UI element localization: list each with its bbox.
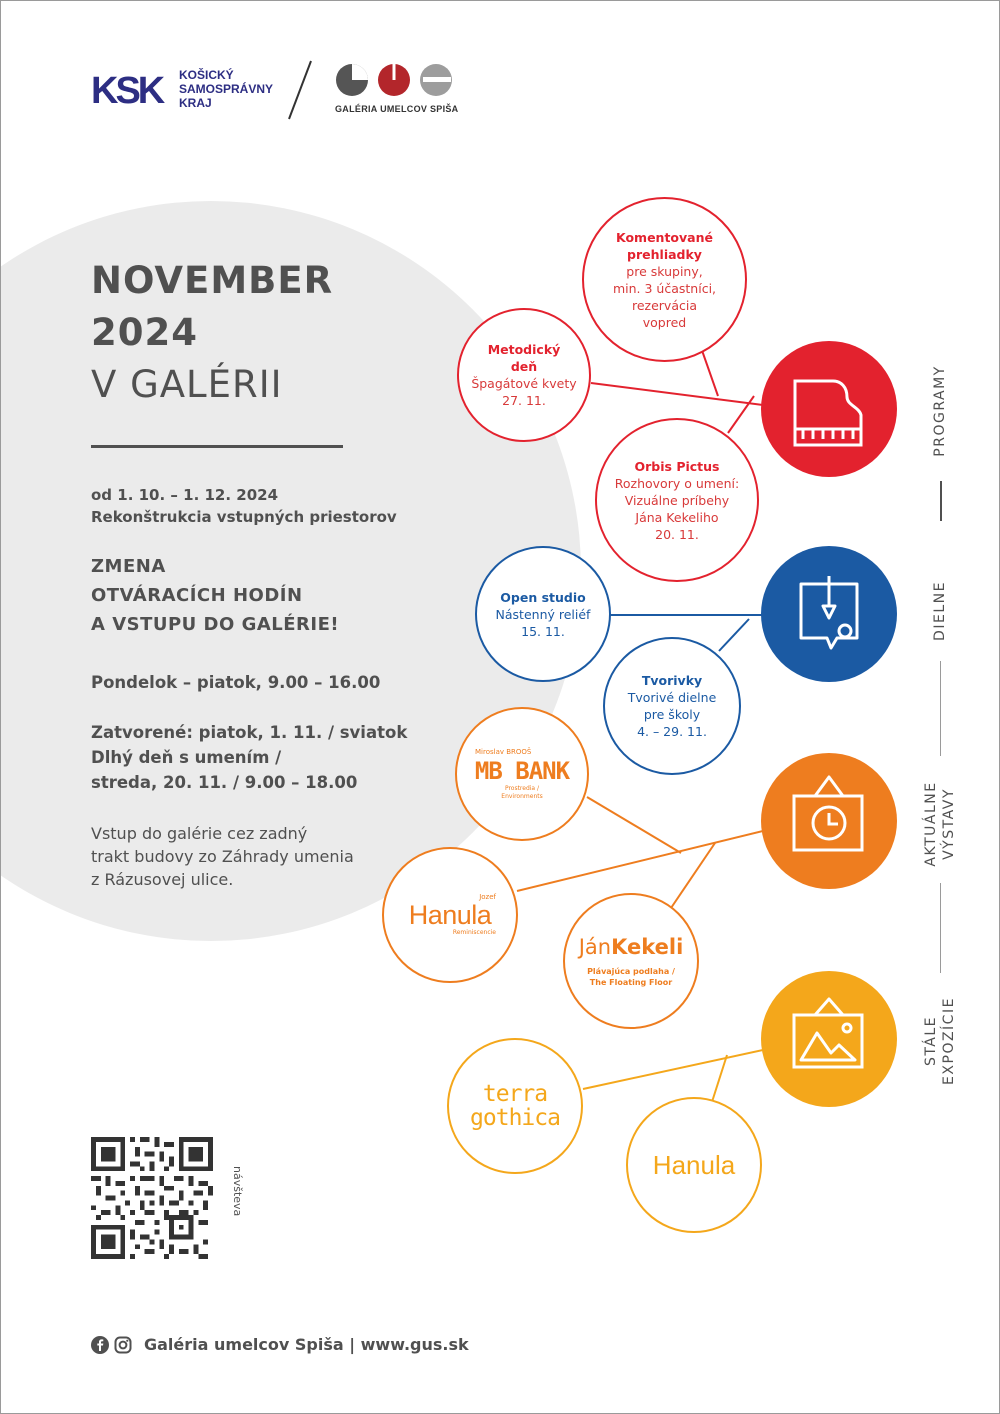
- facebook-icon[interactable]: [91, 1336, 109, 1354]
- workshop-open-studio: Open studio Nástenný reliéf 15. 11.: [475, 546, 611, 682]
- footer-text[interactable]: Galéria umelcov Spiša | www.gus.sk: [144, 1335, 469, 1354]
- side-label-divider: [940, 481, 942, 521]
- title-year: 2024: [91, 311, 198, 354]
- footer: [91, 1335, 469, 1354]
- exhibition-kekeli: JánKekeli Plávajúca podlaha / The Floating Floor: [563, 893, 699, 1029]
- framed-clock-icon: [761, 753, 897, 889]
- notice-dates: od 1. 10. – 1. 12. 2024 Rekonštrukcia vstupných priestorov: [91, 486, 397, 526]
- notice-headline: ZMENA OTVÁRACÍCH HODÍN A VSTUPU DO GALÉRIE!: [91, 556, 340, 635]
- brush-canvas-icon: [761, 546, 897, 682]
- side-divider-2: [940, 883, 941, 973]
- gus-name: GALÉRIA UMELCOV SPIŠA: [335, 104, 459, 114]
- exhibition-mb-bank: Miroslav BROOŠ MB BANK Prostredia / Environments: [455, 707, 589, 841]
- program-komentovane: Komentované prehliadky pre skupiny, min. 3 účastníci, rezervácia vopred: [582, 197, 747, 362]
- ksk-name: KOŠICKÝ SAMOSPRÁVNY KRAJ: [179, 68, 274, 110]
- side-label-stale: STÁLE EXPOZÍCIE: [923, 997, 957, 1085]
- qr-label: návšteva: [231, 1166, 244, 1217]
- closed-days: Zatvorené: piatok, 1. 11. / sviatok Dlhý deň s umením / streda, 20. 11. / 9.00 – 18.00: [91, 723, 408, 792]
- opening-hours: Pondelok – piatok, 9.00 – 16.00: [91, 673, 381, 692]
- qr-code[interactable]: [91, 1137, 213, 1259]
- side-label-programy: PROGRAMY: [932, 365, 948, 457]
- svg-text:KSK: KSK: [91, 70, 163, 111]
- workshop-tvorivky: Tvorivky Tvorivé dielne pre školy 4. – 29. 11.: [603, 637, 741, 775]
- title-place: V GALÉRII: [91, 363, 283, 406]
- instagram-icon[interactable]: [114, 1336, 132, 1354]
- program-orbis: Orbis Pictus Rozhovory o umení: Vizuálne príbehy Jána Kekeliho 20. 11.: [595, 418, 759, 582]
- permanent-hanula: Hanula: [626, 1097, 762, 1233]
- title-month: NOVEMBER: [91, 259, 334, 302]
- side-label-dielne: DIELNE: [932, 581, 948, 641]
- program-metodicky: Metodický deň Špagátové kvety 27. 11.: [457, 308, 591, 442]
- permanent-terra-gothica: terra gothica: [447, 1038, 583, 1174]
- exhibition-hanula: Jozef Hanula Reminiscencie: [382, 847, 518, 983]
- side-label-aktualne: AKTUÁLNE VÝSTAVY: [923, 781, 957, 867]
- picture-frame-icon: [761, 971, 897, 1107]
- piano-icon: [761, 341, 897, 477]
- entry-info: Vstup do galérie cez zadný trakt budovy zo Záhrady umenia z Rázusovej ulice.: [91, 824, 354, 889]
- side-divider-1: [940, 661, 941, 756]
